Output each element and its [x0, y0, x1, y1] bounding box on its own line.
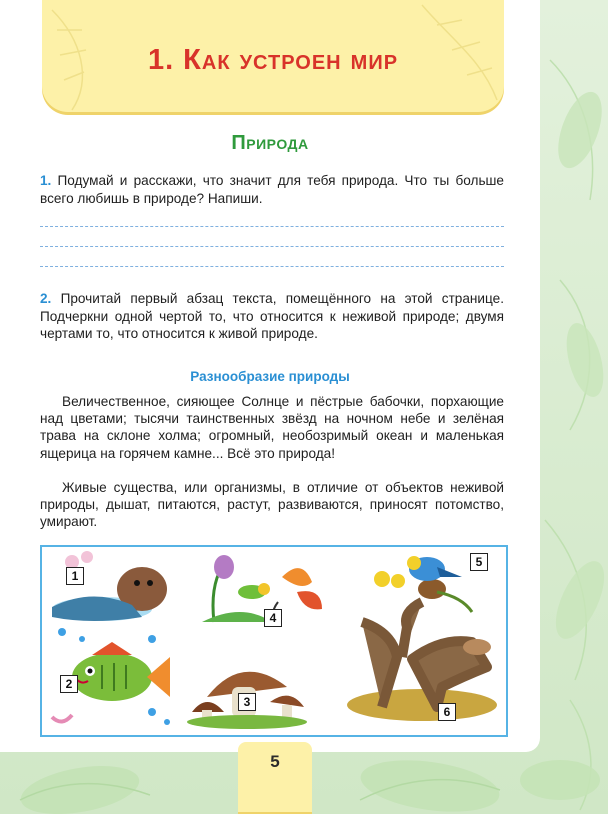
task-2-number: 2. [40, 291, 52, 306]
answer-line[interactable] [40, 246, 504, 247]
section-title: Природа [231, 132, 309, 154]
birds-illustration [374, 556, 472, 612]
flower-butterfly-illustration [202, 555, 322, 625]
picture-label-6: 6 [438, 703, 456, 721]
reading-heading: Разнообразие природы [190, 369, 350, 384]
reading-paragraph-1: Величественное, сияющее Солнце и пёстрые бабочки, порхающие над цветами; тысячи таинственных звёзд на ночном небе и зелёная трава на склоне холма; огромный, необозримый океан и маленькая ящерица на горячем камне... Всё это природа! [40, 394, 504, 461]
chapter-title: 1. Как устроен мир [147, 44, 399, 76]
answer-line[interactable] [40, 226, 504, 227]
task-1-number: 1. [40, 173, 52, 188]
reading-paragraph-2: Живые существа, или организмы, в отличие от объектов неживой природы, дышат, питаются, растут, развиваются, приносят потомство, умирают. [40, 480, 504, 530]
nature-illustration [42, 547, 506, 735]
illustration-frame [40, 545, 508, 737]
picture-label-4: 4 [264, 609, 282, 627]
seal-illustration [52, 551, 167, 643]
chapter-title-bar [42, 0, 504, 112]
picture-label-1: 1 [66, 567, 84, 585]
page-number: 5 [270, 752, 280, 771]
page-number-tab [238, 742, 312, 814]
picture-label-5: 5 [470, 553, 488, 571]
task-1-text: Подумай и расскажи, что значит для тебя природа. Что ты больше всего любишь в природе? Напиши. [40, 173, 504, 206]
picture-label-3: 3 [238, 693, 256, 711]
answer-line[interactable] [40, 266, 504, 267]
task-2-text: Прочитай первый абзац текста, помещённого на этой странице. Подчеркни одной чертой то, что относится к неживой природе; двумя чертами то, что относится к живой природе. [40, 291, 504, 341]
leaf-decoration-right [540, 0, 608, 814]
picture-label-2: 2 [60, 675, 78, 693]
task-1 [40, 172, 504, 207]
task-2 [40, 290, 504, 343]
tree-stump-illustration [347, 602, 497, 721]
